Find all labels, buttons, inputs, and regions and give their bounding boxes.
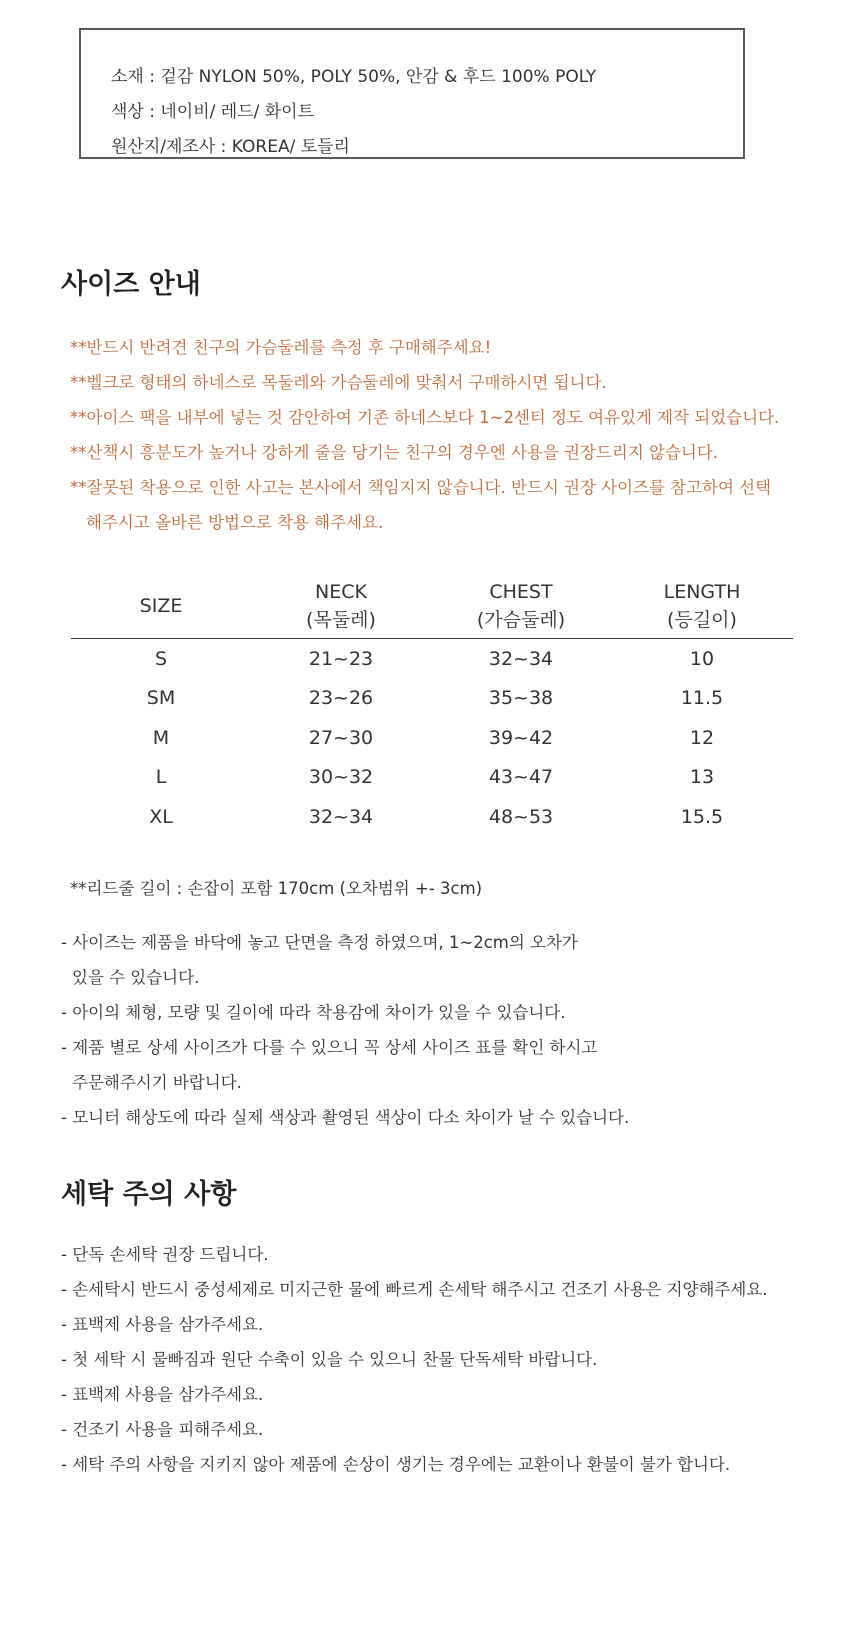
warning-line: **아이스 팩을 내부에 넣는 것 감안하여 기존 하네스보다 1~2센티 정도 여유있게 제작 되었습니다. — [70, 408, 780, 427]
leash-length-note: **리드줄 길이 : 손잡이 포함 170cm (오차범위 +- 3cm) — [70, 879, 483, 898]
chest-cell: 32~34 — [488, 647, 554, 670]
size-guide-title: 사이즈 안내 — [61, 269, 201, 300]
chest-cell: 39~42 — [488, 726, 554, 749]
neck-cell: 27~30 — [308, 726, 374, 749]
size-table — [71, 578, 793, 837]
length-cell: 11.5 — [680, 687, 724, 710]
warning-line: 해주시고 올바른 방법으로 착용 해주세요. — [86, 513, 384, 532]
washing-line: - 첫 세탁 시 물빠짐과 원단 수축이 있을 수 있으니 찬물 단독세탁 바랍니다. — [61, 1350, 598, 1369]
table-row — [71, 797, 793, 837]
warning-line: **벨크로 형태의 하네스로 목둘레와 가슴둘레에 맞춰서 구매하시면 됩니다. — [70, 373, 607, 392]
washing-line: - 표백제 사용을 삼가주세요. — [61, 1385, 264, 1404]
washing-line: - 손세탁시 반드시 중성세제로 미지근한 물에 빠르게 손세탁 해주시고 건조기 사용은 지양해주세요. — [61, 1280, 768, 1299]
table-row — [71, 718, 793, 758]
chest-cell: 35~38 — [488, 687, 554, 710]
washing-notes — [61, 1237, 851, 1482]
warning-line: **잘못된 착용으로 인한 사고는 본사에서 책임지지 않습니다. 반드시 권장 사이즈를 참고하여 선택 — [70, 478, 772, 497]
note-line: - 아이의 체형, 모량 및 길이에 따라 착용감에 차이가 있을 수 있습니다. — [61, 1003, 566, 1022]
size-cell: L — [155, 766, 167, 789]
chest-cell: 48~53 — [488, 805, 554, 828]
size-notes — [61, 925, 851, 1135]
table-row — [71, 758, 793, 798]
neck-cell: 23~26 — [308, 687, 374, 710]
size-cell: M — [152, 726, 170, 749]
note-line: - 사이즈는 제품을 바닥에 놓고 단면을 측정 하였으며, 1~2cm의 오차가 — [61, 933, 578, 952]
warning-line: **반드시 반려견 친구의 가슴둘레를 측정 후 구매해주세요! — [70, 338, 492, 357]
length-cell: 10 — [689, 647, 715, 670]
note-line: 주문해주시기 바랍니다. — [72, 1073, 242, 1092]
neck-cell: 32~34 — [308, 805, 374, 828]
material-text: 소재 : 겉감 NYLON 50%, POLY 50%, 안감 & 후드 100% POLY — [111, 67, 597, 87]
warning-line: **산책시 흥분도가 높거나 강하게 줄을 당기는 친구의 경우엔 사용을 권장드리지 않습니다. — [70, 443, 718, 462]
washing-line: - 단독 손세탁 권장 드립니다. — [61, 1245, 269, 1264]
note-line: - 모니터 해상도에 따라 실제 색상과 촬영된 색상이 다소 차이가 날 수 있습니다. — [61, 1108, 630, 1127]
header-size: SIZE — [71, 578, 251, 639]
washing-line: - 건조기 사용을 피해주세요. — [61, 1420, 264, 1439]
origin-text: 원산지/제조사 : KOREA/ 토들리 — [111, 137, 350, 157]
header-neck: NECK (목둘레) — [251, 578, 431, 639]
length-cell: 13 — [689, 766, 715, 789]
note-line: - 제품 별로 상세 사이즈가 다를 수 있으니 꼭 상세 사이즈 표를 확인 하시고 — [61, 1038, 598, 1057]
washing-title: 세탁 주의 사항 — [61, 1179, 237, 1210]
product-info-box — [79, 28, 745, 159]
note-line: 있을 수 있습니다. — [72, 968, 200, 987]
neck-cell: 30~32 — [308, 766, 374, 789]
color-text: 색상 : 네이비/ 레드/ 화이트 — [111, 102, 315, 122]
size-cell: SM — [146, 687, 176, 710]
size-cell: XL — [149, 805, 173, 828]
table-header-row — [71, 578, 793, 639]
washing-line: - 표백제 사용을 삼가주세요. — [61, 1315, 264, 1334]
header-chest: CHEST (가슴둘레) — [431, 578, 611, 639]
chest-cell: 43~47 — [488, 766, 554, 789]
neck-cell: 21~23 — [308, 647, 374, 670]
size-cell: S — [154, 647, 168, 670]
size-warnings — [70, 330, 850, 540]
length-cell: 15.5 — [680, 805, 724, 828]
header-length: LENGTH (등길이) — [611, 578, 793, 639]
length-cell: 12 — [689, 726, 715, 749]
washing-line: - 세탁 주의 사항을 지키지 않아 제품에 손상이 생기는 경우에는 교환이나 환불이 불가 합니다. — [61, 1455, 731, 1474]
table-row — [71, 639, 793, 679]
table-row — [71, 679, 793, 719]
